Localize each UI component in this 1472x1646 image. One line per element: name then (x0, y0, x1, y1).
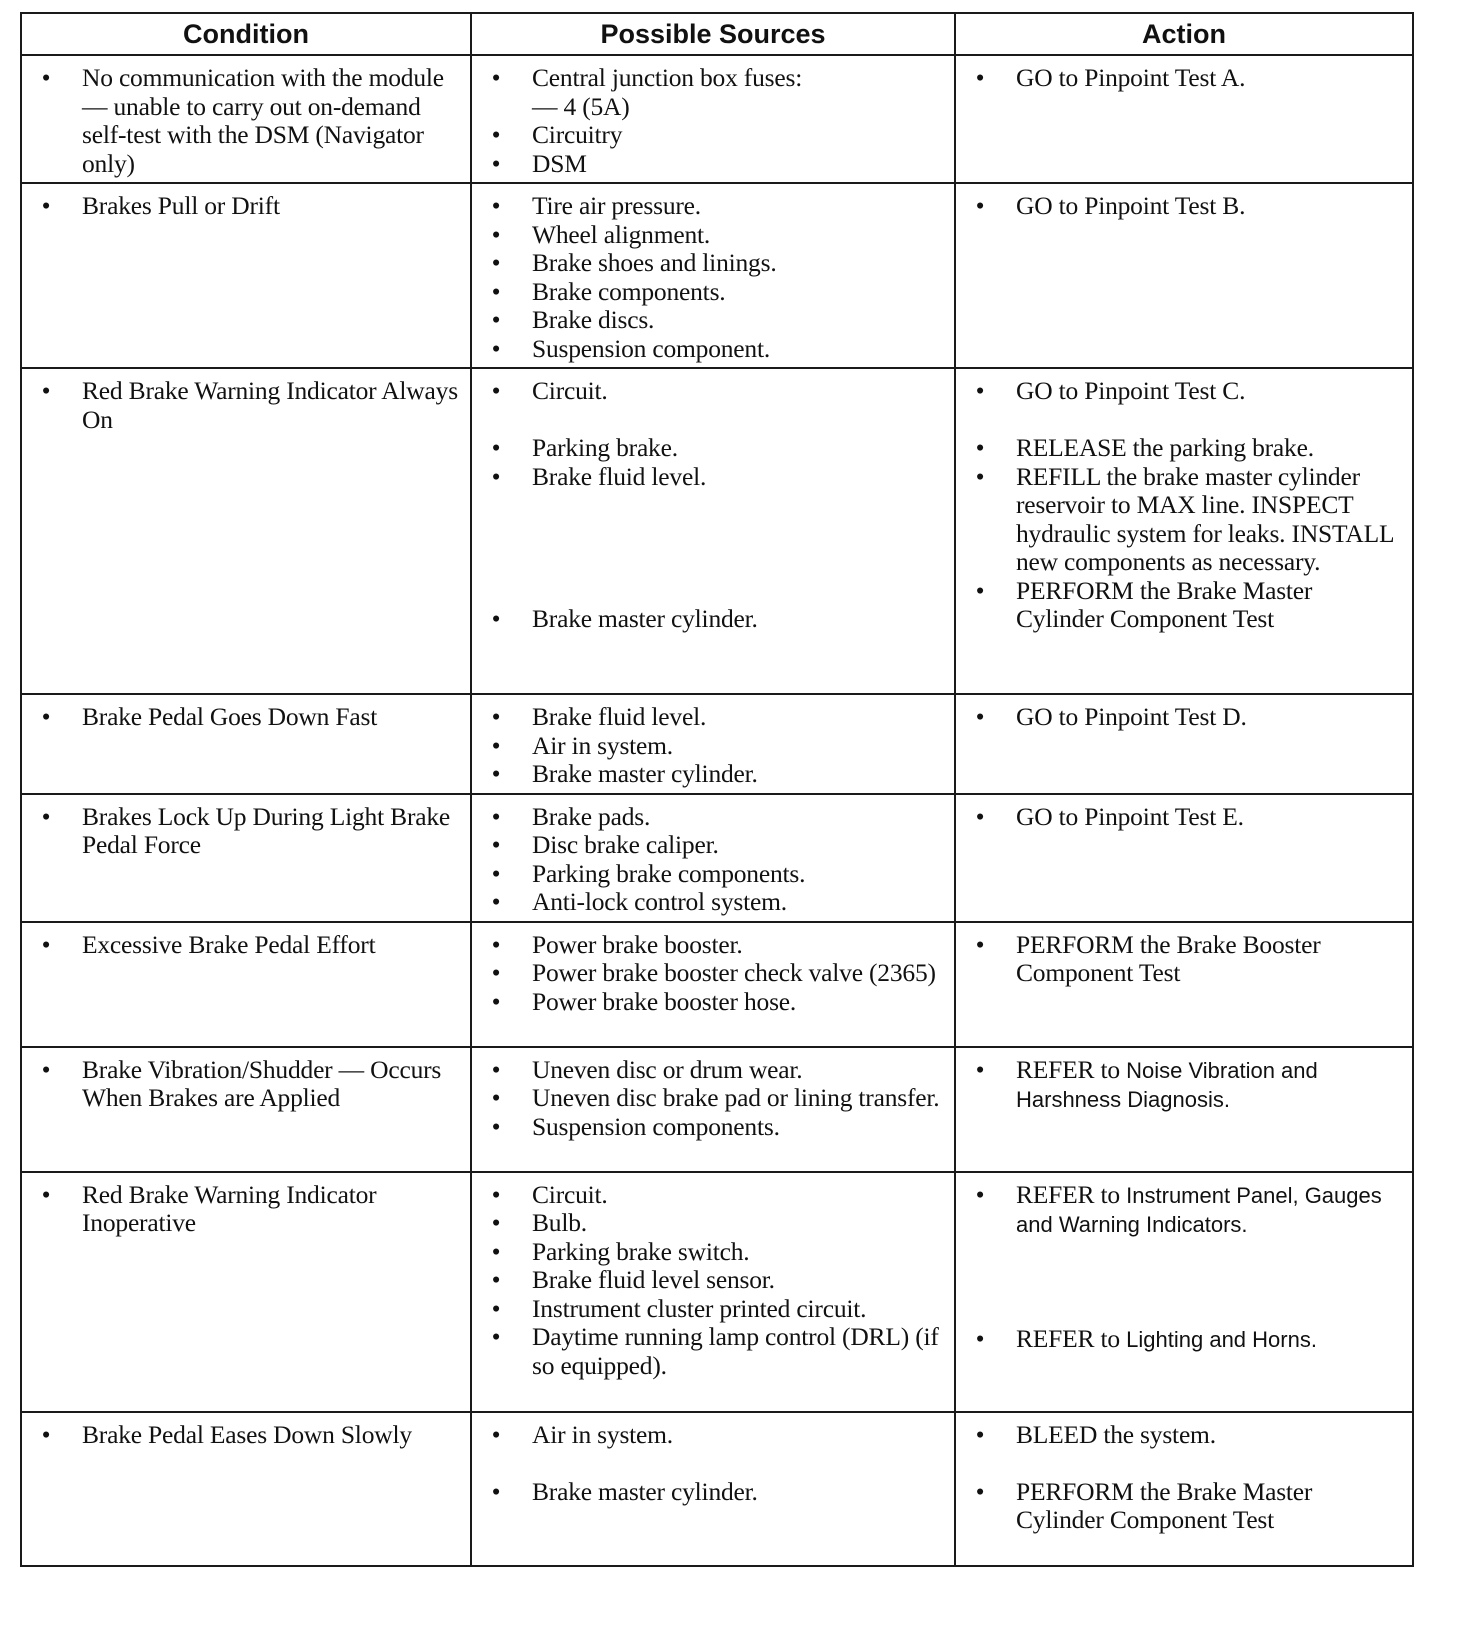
bullet-icon: • (975, 575, 985, 605)
action-cell (955, 1047, 1413, 1172)
sources-cell (471, 1412, 955, 1566)
bullet-icon: • (491, 305, 501, 334)
source-item: • Power brake booster. (480, 931, 946, 960)
condition-item: • Red Brake Warning Indicator Inoperative (30, 1181, 462, 1238)
action-cell (955, 922, 1413, 1047)
source-item: • Brake fluid level sensor. (480, 1266, 946, 1295)
bullet-icon: • (491, 1111, 501, 1141)
source-item: • Parking brake switch. (480, 1238, 946, 1267)
bullet-icon: • (491, 63, 501, 92)
condition-cell (21, 1412, 471, 1566)
table-row (21, 1047, 1413, 1172)
bullet-icon: • (975, 433, 985, 462)
bullet-icon: • (41, 1054, 51, 1084)
action-cell (955, 183, 1413, 368)
bullet-icon: • (491, 1179, 501, 1209)
action-item: • PERFORM the Brake Master Cylinder Component Test (964, 577, 1404, 634)
bullet-icon: • (491, 1054, 501, 1084)
source-item: • Power brake booster check valve (2365) (480, 959, 946, 988)
bullet-icon: • (975, 801, 985, 831)
bullet-icon: • (491, 376, 501, 405)
source-item: • Power brake booster hose. (480, 988, 946, 1017)
sources-cell (471, 1047, 955, 1172)
header-possible-sources: Possible Sources (471, 13, 955, 55)
source-item: • Circuit. (480, 1181, 946, 1210)
bullet-icon: • (491, 333, 501, 363)
source-item: • Brake fluid level. (480, 463, 946, 492)
bullet-icon: • (491, 1236, 501, 1266)
source-item: • Brake components. (480, 278, 946, 307)
bullet-icon: • (491, 702, 501, 731)
bullet-icon: • (491, 461, 501, 491)
source-item: • Brake master cylinder. (480, 760, 946, 789)
action-cell (955, 55, 1413, 183)
table-row (21, 1412, 1413, 1566)
source-item: • Parking brake. (480, 434, 946, 463)
sources-cell (471, 55, 955, 183)
source-item: • Air in system. (480, 732, 946, 761)
bullet-icon: • (491, 276, 501, 306)
bullet-icon: • (41, 376, 51, 405)
bullet-icon: • (41, 929, 51, 959)
sources-cell (471, 794, 955, 922)
source-item: • Anti-lock control system. (480, 888, 946, 917)
bullet-icon: • (491, 1208, 501, 1237)
bullet-icon: • (491, 929, 501, 959)
source-item: • Brake pads. (480, 803, 946, 832)
condition-item: • Brake Vibration/Shudder — Occurs When Brakes are Applied (30, 1056, 462, 1113)
condition-item: • Brake Pedal Goes Down Fast (30, 703, 462, 732)
source-item: • Parking brake components. (480, 860, 946, 889)
bullet-icon: • (41, 801, 51, 831)
condition-item: • Brakes Lock Up During Light Brake Pedal Force (30, 803, 462, 860)
action-cell (955, 368, 1413, 694)
bullet-icon: • (975, 702, 985, 731)
condition-item: • Brake Pedal Eases Down Slowly (30, 1421, 462, 1450)
bullet-icon: • (975, 1054, 985, 1084)
bullet-icon: • (491, 433, 501, 462)
source-item: • Uneven disc brake pad or lining transfer. (480, 1084, 946, 1113)
bullet-icon: • (975, 376, 985, 405)
source-item: • Brake master cylinder. (480, 1478, 946, 1507)
bullet-icon: • (41, 63, 51, 92)
source-item: • Suspension component. (480, 335, 946, 364)
action-item: • GO to Pinpoint Test C. (964, 377, 1404, 406)
bullet-icon: • (491, 1322, 501, 1351)
bullet-icon: • (975, 461, 985, 491)
bullet-icon: • (491, 986, 501, 1016)
reference-link-text: Instrument Panel, Gauges and Warning Indicators. (1016, 1182, 1382, 1237)
bullet-icon: • (491, 858, 501, 888)
action-item: • REFER to Lighting and Horns. (964, 1325, 1404, 1355)
table-row (21, 794, 1413, 922)
condition-cell (21, 183, 471, 368)
source-item: • Air in system. (480, 1421, 946, 1450)
bullet-icon: • (491, 887, 501, 916)
condition-cell (21, 1047, 471, 1172)
table-row (21, 694, 1413, 794)
action-item: • GO to Pinpoint Test A. (964, 64, 1404, 93)
bullet-icon: • (491, 801, 501, 831)
condition-item: • Brakes Pull or Drift (30, 192, 462, 221)
action-item: • REFER to Noise Vibration and Harshness Diagnosis. (964, 1056, 1404, 1115)
action-item: • RELEASE the parking brake. (964, 434, 1404, 463)
action-item: • GO to Pinpoint Test B. (964, 192, 1404, 221)
bullet-icon: • (975, 191, 985, 220)
source-item: • Daytime running lamp control (DRL) (if so equipped). (480, 1323, 946, 1380)
action-item: • GO to Pinpoint Test D. (964, 703, 1404, 732)
bullet-icon: • (491, 1083, 501, 1112)
bullet-icon: • (491, 958, 501, 987)
bullet-icon: • (491, 730, 501, 760)
condition-item: • No communication with the module — unable to carry out on-demand self-test with the DSM (Navigator only) (30, 64, 462, 178)
source-item: • Brake master cylinder. (480, 605, 946, 634)
condition-cell (21, 922, 471, 1047)
diagnosis-table (20, 12, 1414, 1567)
bullet-icon: • (491, 1476, 501, 1506)
source-item: • Brake shoes and linings. (480, 249, 946, 278)
header-row (21, 13, 1413, 55)
table-row (21, 55, 1413, 183)
action-cell (955, 1412, 1413, 1566)
condition-item: • Red Brake Warning Indicator Always On (30, 377, 462, 434)
action-cell (955, 1172, 1413, 1412)
bullet-icon: • (491, 148, 501, 178)
source-item: • Central junction box fuses: (480, 64, 946, 93)
source-subitem: — 4 (5A) (532, 91, 630, 121)
bullet-icon: • (975, 929, 985, 959)
sources-cell (471, 694, 955, 794)
bullet-icon: • (41, 1419, 51, 1449)
bullet-icon: • (975, 1179, 985, 1209)
source-item: • Bulb. (480, 1209, 946, 1238)
action-item: • REFILL the brake master cylinder reservoir to MAX line. INSPECT hydraulic system for leaks. INSTALL new components as necessary. (964, 463, 1404, 577)
bullet-icon: • (491, 191, 501, 220)
bullet-icon: • (491, 1265, 501, 1294)
action-item: • PERFORM the Brake Booster Component Test (964, 931, 1404, 988)
action-item: • REFER to Instrument Panel, Gauges and Warning Indicators. (964, 1181, 1404, 1240)
bullet-icon: • (975, 1419, 985, 1449)
source-item: • Uneven disc or drum wear. (480, 1056, 946, 1085)
bullet-icon: • (41, 191, 51, 220)
source-item: • DSM (480, 150, 946, 179)
bullet-icon: • (975, 1324, 985, 1353)
source-item: • Circuit. (480, 377, 946, 406)
source-item: • Instrument cluster printed circuit. (480, 1295, 946, 1324)
bullet-icon: • (491, 830, 501, 859)
bullet-icon: • (41, 1179, 51, 1209)
source-item: • Tire air pressure. (480, 192, 946, 221)
action-cell (955, 694, 1413, 794)
bullet-icon: • (975, 63, 985, 92)
table-row (21, 183, 1413, 368)
source-item: • Brake fluid level. (480, 703, 946, 732)
bullet-icon: • (491, 248, 501, 277)
condition-cell (21, 1172, 471, 1412)
condition-cell (21, 368, 471, 694)
source-item: • Suspension components. (480, 1113, 946, 1142)
sources-cell (471, 368, 955, 694)
bullet-icon: • (491, 1293, 501, 1323)
sources-cell (471, 1172, 955, 1412)
sources-cell (471, 183, 955, 368)
action-item: • GO to Pinpoint Test E. (964, 803, 1404, 832)
action-cell (955, 794, 1413, 922)
sources-cell (471, 922, 955, 1047)
condition-cell (21, 794, 471, 922)
reference-link-text: Noise Vibration and Harshness Diagnosis. (1016, 1057, 1318, 1112)
bullet-icon: • (41, 702, 51, 731)
table-row (21, 1172, 1413, 1412)
condition-cell (21, 694, 471, 794)
source-item: • Circuitry (480, 121, 946, 150)
bullet-icon: • (491, 1419, 501, 1449)
source-item: • Brake discs. (480, 306, 946, 335)
condition-cell (21, 55, 471, 183)
header-action: Action (955, 13, 1413, 55)
header-condition: Condition (21, 13, 471, 55)
bullet-icon: • (491, 219, 501, 249)
table-row (21, 368, 1413, 694)
condition-item: • Excessive Brake Pedal Effort (30, 931, 462, 960)
action-item: • BLEED the system. (964, 1421, 1404, 1450)
bullet-icon: • (491, 759, 501, 788)
source-item: • Disc brake caliper. (480, 831, 946, 860)
bullet-icon: • (975, 1476, 985, 1506)
action-item: • PERFORM the Brake Master Cylinder Component Test (964, 1478, 1404, 1535)
table-row (21, 922, 1413, 1047)
source-item: • Wheel alignment. (480, 221, 946, 250)
bullet-icon: • (491, 120, 501, 149)
bullet-icon: • (491, 604, 501, 633)
reference-link-text: Lighting and Horns. (1126, 1327, 1317, 1352)
